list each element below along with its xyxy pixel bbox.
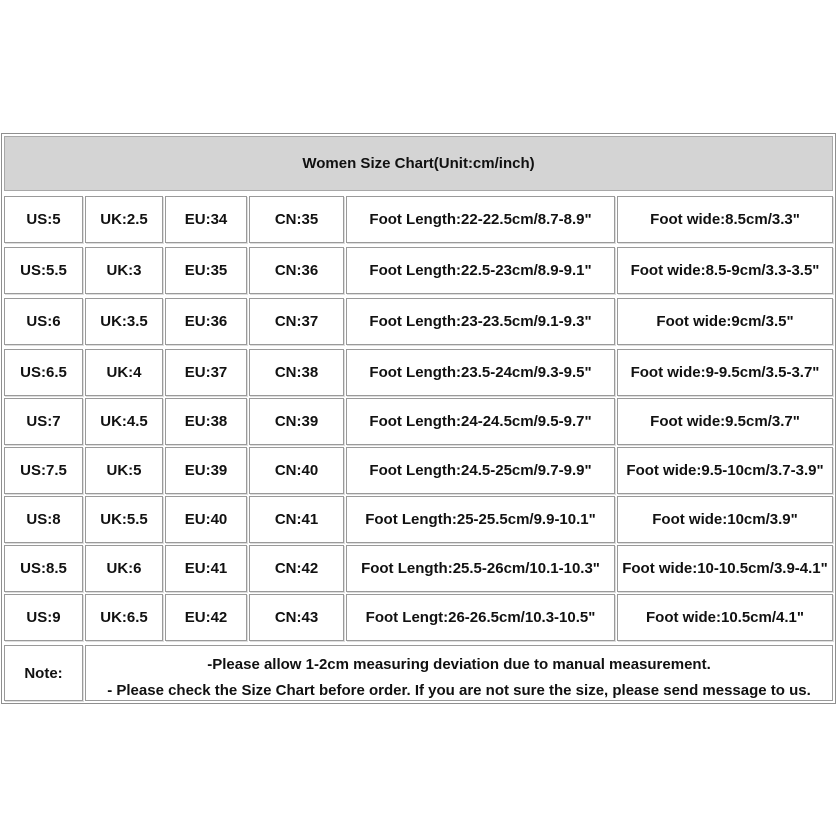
cell-foot-length: Foot Length:25.5-26cm/10.1-10.3" <box>346 545 615 592</box>
cell-uk-size: UK:4.5 <box>85 398 163 445</box>
cell-uk-size: UK:3.5 <box>85 298 163 345</box>
cell-foot-width: Foot wide:10-10.5cm/3.9-4.1" <box>617 545 833 592</box>
cell-uk-size: UK:4 <box>85 349 163 396</box>
cell-foot-length: Foot Length:23-23.5cm/9.1-9.3" <box>346 298 615 345</box>
cell-us-size: US:7.5 <box>4 447 83 494</box>
cell-cn-size: CN:43 <box>249 594 344 641</box>
cell-foot-width: Foot wide:9-9.5cm/3.5-3.7" <box>617 349 833 396</box>
cell-us-size: US:5 <box>4 196 83 243</box>
cell-foot-length: Foot Length:25-25.5cm/9.9-10.1" <box>346 496 615 543</box>
cell-foot-length: Foot Length:24-24.5cm/9.5-9.7" <box>346 398 615 445</box>
size-chart-table <box>1 133 836 704</box>
cell-eu-size: EU:42 <box>165 594 247 641</box>
cell-eu-size: EU:35 <box>165 247 247 294</box>
cell-foot-width: Foot wide:9.5-10cm/3.7-3.9" <box>617 447 833 494</box>
cell-foot-length: Foot Length:24.5-25cm/9.7-9.9" <box>346 447 615 494</box>
cell-cn-size: CN:35 <box>249 196 344 243</box>
cell-us-size: US:6.5 <box>4 349 83 396</box>
cell-uk-size: UK:6 <box>85 545 163 592</box>
cell-eu-size: EU:41 <box>165 545 247 592</box>
size-chart-title: Women Size Chart(Unit:cm/inch) <box>4 136 833 191</box>
cell-foot-width: Foot wide:8.5-9cm/3.3-3.5" <box>617 247 833 294</box>
cell-us-size: US:9 <box>4 594 83 641</box>
cell-uk-size: UK:2.5 <box>85 196 163 243</box>
cell-cn-size: CN:37 <box>249 298 344 345</box>
cell-eu-size: EU:40 <box>165 496 247 543</box>
cell-cn-size: CN:39 <box>249 398 344 445</box>
cell-us-size: US:6 <box>4 298 83 345</box>
cell-uk-size: UK:5.5 <box>85 496 163 543</box>
note-line-2: - Please check the Size Chart before order. If you are not sure the size, please send message to us. <box>107 682 811 699</box>
note-label: Note: <box>4 645 83 701</box>
note-text <box>85 645 833 701</box>
note-line-1: -Please allow 1-2cm measuring deviation due to manual measurement. <box>207 656 711 673</box>
cell-foot-length: Foot Length:22.5-23cm/8.9-9.1" <box>346 247 615 294</box>
cell-foot-length: Foot Lengt:26-26.5cm/10.3-10.5" <box>346 594 615 641</box>
cell-foot-width: Foot wide:8.5cm/3.3" <box>617 196 833 243</box>
cell-foot-width: Foot wide:10cm/3.9" <box>617 496 833 543</box>
cell-foot-length: Foot Length:22-22.5cm/8.7-8.9" <box>346 196 615 243</box>
cell-uk-size: UK:3 <box>85 247 163 294</box>
cell-eu-size: EU:38 <box>165 398 247 445</box>
cell-eu-size: EU:37 <box>165 349 247 396</box>
cell-us-size: US:8 <box>4 496 83 543</box>
cell-cn-size: CN:36 <box>249 247 344 294</box>
cell-foot-width: Foot wide:9cm/3.5" <box>617 298 833 345</box>
cell-foot-width: Foot wide:10.5cm/4.1" <box>617 594 833 641</box>
cell-us-size: US:7 <box>4 398 83 445</box>
cell-us-size: US:5.5 <box>4 247 83 294</box>
cell-cn-size: CN:38 <box>249 349 344 396</box>
cell-foot-length: Foot Length:23.5-24cm/9.3-9.5" <box>346 349 615 396</box>
cell-eu-size: EU:39 <box>165 447 247 494</box>
cell-eu-size: EU:36 <box>165 298 247 345</box>
cell-uk-size: UK:6.5 <box>85 594 163 641</box>
cell-us-size: US:8.5 <box>4 545 83 592</box>
cell-cn-size: CN:41 <box>249 496 344 543</box>
cell-eu-size: EU:34 <box>165 196 247 243</box>
cell-cn-size: CN:40 <box>249 447 344 494</box>
cell-uk-size: UK:5 <box>85 447 163 494</box>
cell-foot-width: Foot wide:9.5cm/3.7" <box>617 398 833 445</box>
cell-cn-size: CN:42 <box>249 545 344 592</box>
